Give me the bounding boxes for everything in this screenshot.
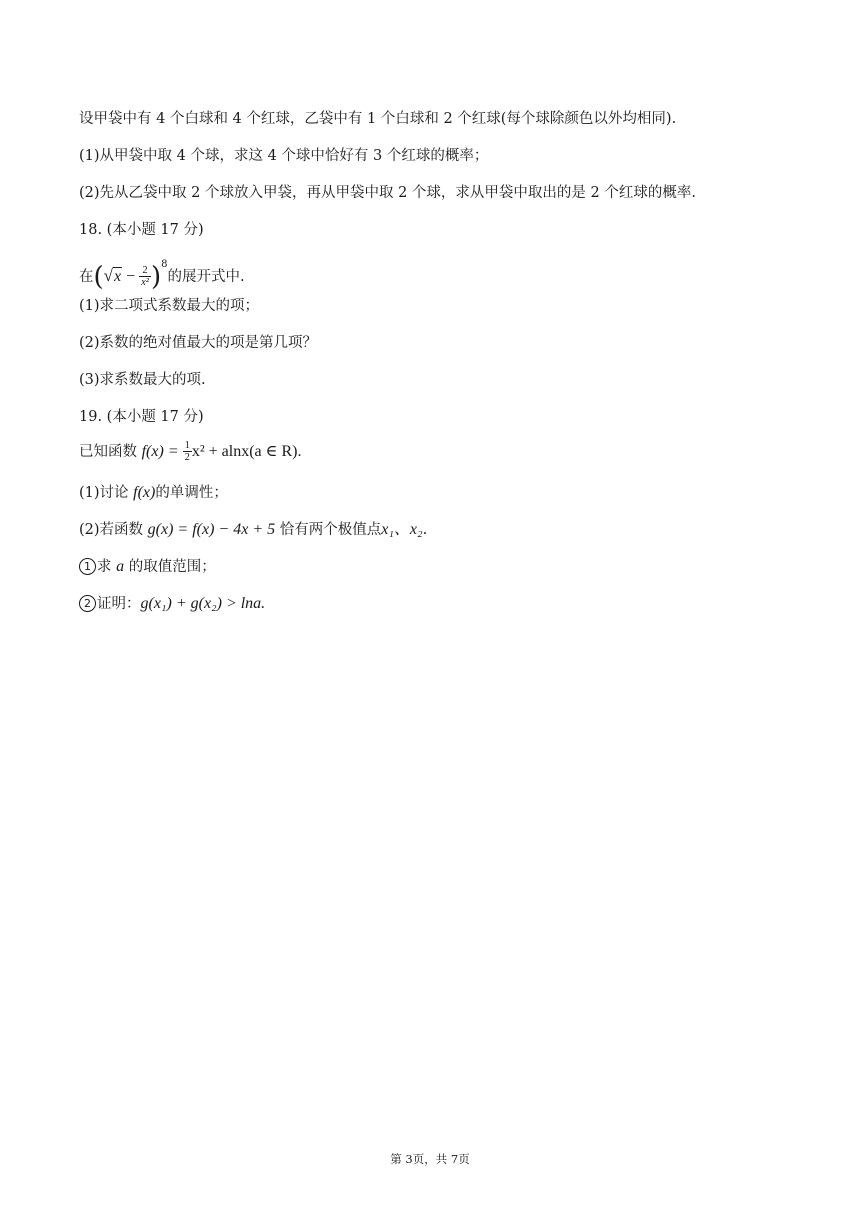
p19-fx: f(x) = xyxy=(141,443,183,460)
p19-sub2-expr: g(x₁) + g(x₂) > lna. xyxy=(140,595,266,612)
p19-question-1 xyxy=(79,482,799,504)
p19-sub-1 xyxy=(79,556,799,578)
p19-intro-rest: x² + alnx(a ∈ R). xyxy=(191,443,302,460)
p19-intro-prefix: 已知函数 xyxy=(79,444,142,460)
p19-q2-expr: g(x) = f(x) − 4x + 5 xyxy=(147,521,276,538)
right-paren: ) xyxy=(150,262,162,292)
p19-sub1-suffix: 的取值范围； xyxy=(124,559,216,575)
p19-q1-prefix: (1)讨论 xyxy=(79,485,134,501)
p17-intro: 设甲袋中有 4 个白球和 4 个红球，乙袋中有 1 个白球和 2 个红球(每个球除颜色以外均相同). xyxy=(79,111,677,127)
p19-sub-2 xyxy=(79,593,799,615)
p19-q2-prefix: (2)若函数 xyxy=(79,522,148,538)
p18-header: 18. (本小题 17 分) xyxy=(79,222,204,238)
p18-intro-prefix: 在 xyxy=(79,269,94,285)
p17-question-2: (2)先从乙袋中取 2 个球放入甲袋，再从甲袋中取 2 个球，求从甲袋中取出的是 2 个红球的概率. xyxy=(79,185,696,201)
p19-intro xyxy=(79,441,799,469)
p18-question-2: (2)系数的绝对值最大的项是第几项？ xyxy=(79,335,318,351)
p18-frac-num: 2 xyxy=(139,266,151,277)
minus-sign: − xyxy=(122,268,140,285)
p19-sub2-prefix: 证明： xyxy=(97,596,141,612)
page-content xyxy=(79,108,799,630)
p19-frac-num: 1 xyxy=(184,440,190,451)
p19-q1-fx: f(x) xyxy=(133,484,156,501)
p19-q1-suffix: 的单调性； xyxy=(155,485,228,501)
p19-fraction xyxy=(183,441,192,463)
p19-q2-mid: 恰有两个极值点 xyxy=(275,522,382,538)
p18-question-1: (1)求二项式系数最大的项； xyxy=(79,298,260,314)
p19-question-2 xyxy=(79,519,799,541)
p19-q2-points: x₁、x₂ xyxy=(381,521,423,538)
p18-fraction xyxy=(139,266,151,288)
p19-q2-end: . xyxy=(422,522,428,538)
p18-exponent: 8 xyxy=(161,259,168,270)
p19-sub1-var: a xyxy=(116,558,125,575)
sqrt-x: √x xyxy=(103,266,122,285)
p18-question-3: (3)求系数最大的项. xyxy=(79,372,206,388)
p17-question-1: (1)从甲袋中取 4 个球，求这 4 个球中恰好有 3 个红球的概率； xyxy=(79,148,489,164)
p18-intro-suffix: 的展开式中. xyxy=(167,269,245,285)
page-footer: 第 3页，共 7页 xyxy=(390,1152,470,1166)
circled-1-marker: 1 xyxy=(79,558,96,575)
left-paren: ( xyxy=(93,262,104,292)
p18-intro xyxy=(79,254,799,292)
p19-header: 19. (本小题 17 分) xyxy=(79,409,204,425)
circled-2-marker: 2 xyxy=(79,595,96,612)
p18-frac-den: x² xyxy=(141,277,149,288)
p19-frac-den: 2 xyxy=(184,452,190,463)
p19-sub1-prefix: 求 xyxy=(97,559,117,575)
